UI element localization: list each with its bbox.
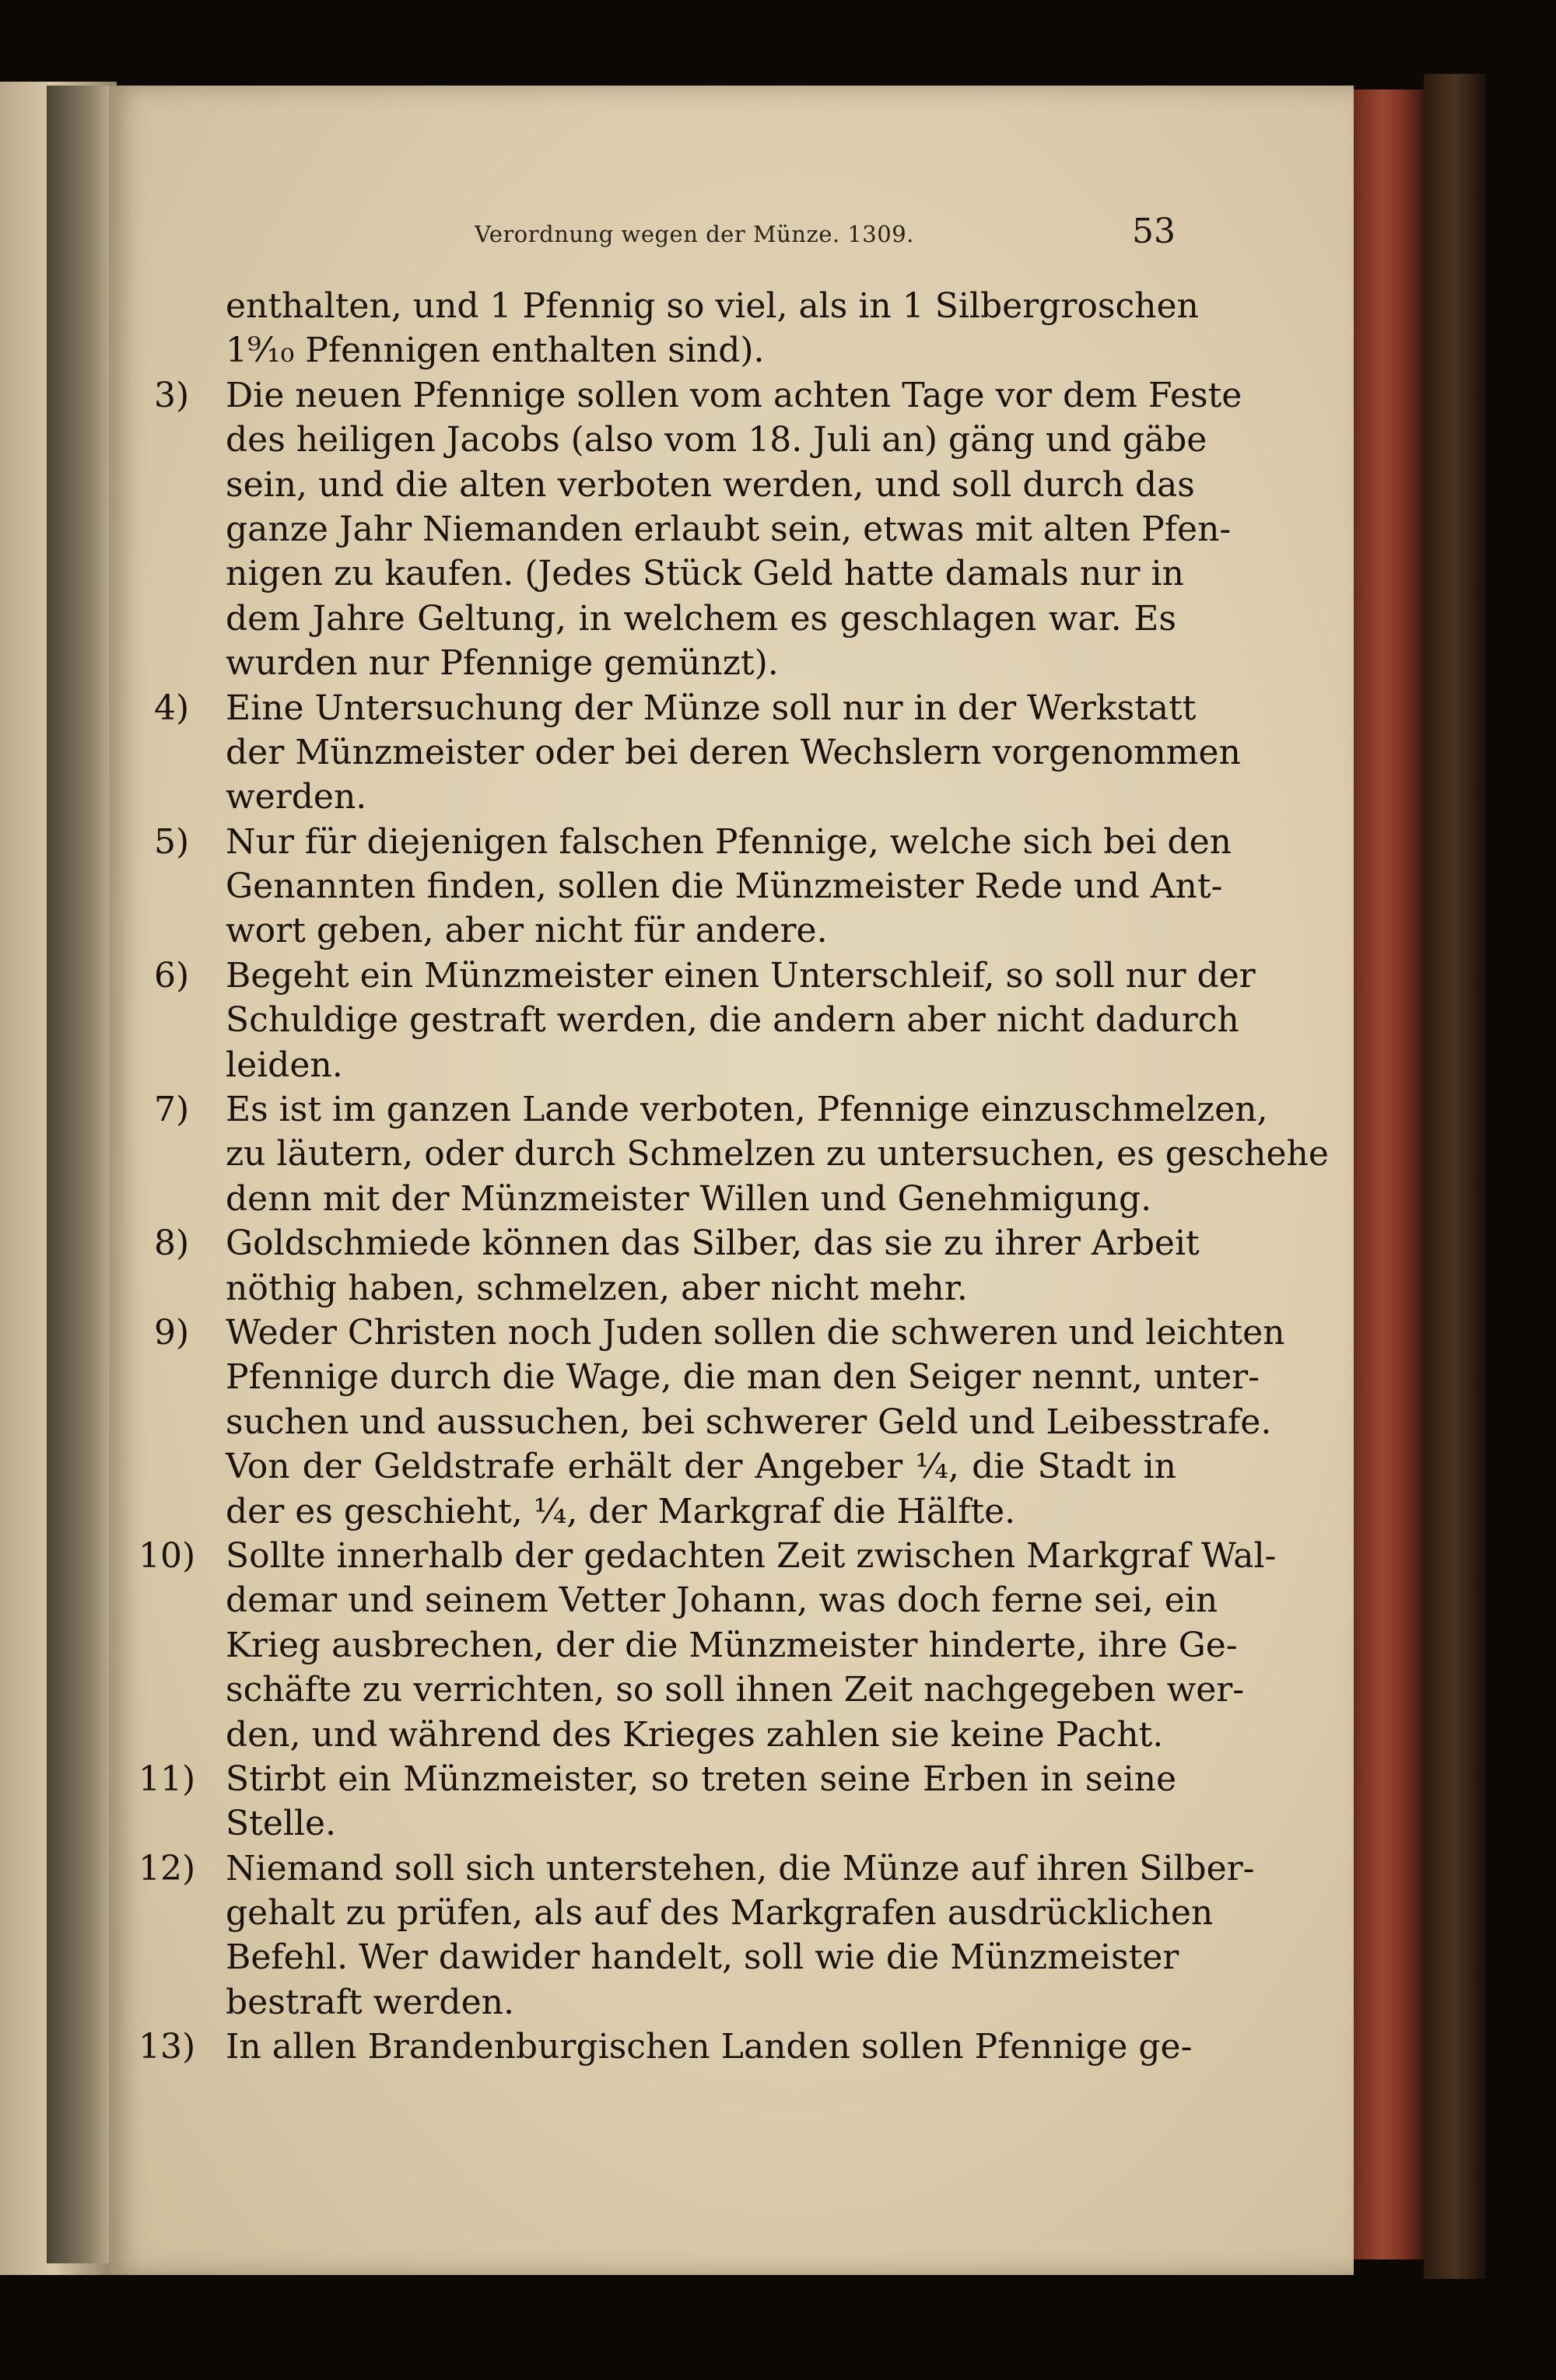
text-line	[226, 1489, 1176, 1534]
line-text: des heiligen Jacobs (also vom 18. Juli an) gäng und gäbe	[226, 420, 1207, 460]
line-text: sein, und die alten verboten werden, und soll durch das	[226, 464, 1195, 505]
text-line	[226, 641, 1176, 685]
text-line	[154, 820, 1232, 864]
text-line	[138, 1757, 1176, 1801]
text-line	[226, 1801, 1176, 1846]
text-line	[154, 686, 1197, 730]
line-text: den, und während des Krieges zahlen sie keine Pacht.	[226, 1714, 1164, 1755]
line-text: schäfte zu verrichten, so soll ihnen Zeit nachgegeben wer-	[226, 1670, 1245, 1710]
line-text: suchen und aussuchen, bei schwerer Geld und Leibesstrafe.	[226, 1402, 1272, 1442]
text-line	[226, 1578, 1218, 1622]
line-text: der es geschieht, ¼, der Markgraf die Hälfte.	[226, 1491, 1016, 1531]
text-line	[226, 1668, 1245, 1712]
line-text: dem Jahre Geltung, in welchem es geschlagen war. Es	[226, 598, 1176, 639]
text-line	[226, 775, 1176, 819]
line-text: Goldschmiede können das Silber, das sie zu ihrer Arbeit	[226, 1223, 1200, 1264]
text-line	[226, 1043, 1176, 1087]
item-number: 8)	[154, 1223, 190, 1264]
book-cover	[1424, 74, 1486, 2279]
line-text: der Münzmeister oder bei deren Wechslern vorgenommen	[226, 732, 1241, 772]
text-line	[138, 1846, 1255, 1891]
text-line	[226, 1177, 1176, 1221]
text-line	[154, 1221, 1200, 1265]
text-line	[226, 1623, 1238, 1668]
line-text: Stirbt ein Münzmeister, so treten seine Erben in seine	[226, 1759, 1176, 1799]
line-text: zu läutern, oder durch Schmelzen zu untersuchen, es geschehe	[226, 1134, 1329, 1174]
text-line	[138, 2025, 1193, 2069]
text-line	[138, 1534, 1277, 1578]
text-line	[226, 730, 1241, 775]
line-text: wort geben, aber nicht für andere.	[226, 911, 828, 951]
line-text: Begeht ein Münzmeister einen Unterschleif, so soll nur der	[226, 955, 1256, 996]
item-number: 12)	[138, 1848, 196, 1888]
line-text: Sollte innerhalb der gedachten Zeit zwischen Markgraf Wal-	[226, 1535, 1277, 1576]
text-line	[226, 418, 1207, 462]
item-number: 3)	[154, 375, 190, 415]
item-number: 5)	[154, 821, 190, 862]
text-line	[226, 1713, 1176, 1757]
running-title: Verordnung wegen der Münze. 1309.	[475, 221, 914, 247]
line-text: ganze Jahr Niemanden erlaubt sein, etwas mit alten Pfen-	[226, 509, 1232, 549]
text-line	[226, 1891, 1214, 1935]
line-text: Die neuen Pfennige sollen vom achten Tage vor dem Feste	[226, 375, 1242, 415]
text-line	[226, 328, 1176, 373]
page-number: 53	[1132, 212, 1176, 251]
line-text: demar und seinem Vetter Johann, was doch ferne sei, ein	[226, 1580, 1218, 1621]
page-edges-red	[1354, 89, 1424, 2259]
item-number: 9)	[154, 1312, 190, 1353]
text-line	[226, 551, 1184, 596]
line-text: gehalt zu prüfen, als auf des Markgrafen ausdrücklichen	[226, 1893, 1214, 1934]
text-line	[154, 954, 1256, 998]
body-text	[138, 284, 1329, 2070]
line-text: Genannten finden, sollen die Münzmeister Rede und Ant-	[226, 866, 1223, 907]
line-text: Weder Christen noch Juden sollen die schweren und leichten	[226, 1312, 1285, 1353]
text-line	[226, 1132, 1329, 1176]
book-gutter	[47, 86, 117, 2263]
line-text: wurden nur Pfennige gemünzt).	[226, 643, 779, 684]
line-text: 1⁹⁄₁₀ Pfennigen enthalten sind).	[226, 331, 765, 371]
item-number: 10)	[138, 1535, 196, 1576]
text-line	[226, 1444, 1176, 1489]
line-text: Krieg ausbrechen, der die Münzmeister hinderte, ihre Ge-	[226, 1625, 1238, 1665]
line-text: denn mit der Münzmeister Willen und Genehmigung.	[226, 1178, 1152, 1219]
line-text: Befehl. Wer dawider handelt, soll wie die Münzmeister	[226, 1937, 1179, 1978]
line-text: Nur für diejenigen falschen Pfennige, welche sich bei den	[226, 821, 1232, 862]
text-line	[226, 507, 1232, 551]
text-line	[226, 1400, 1272, 1444]
line-text: enthalten, und 1 Pfennig so viel, als in 1 Silbergroschen	[226, 286, 1199, 326]
text-line	[154, 373, 1242, 418]
line-text: Niemand soll sich unterstehen, die Münze auf ihren Silber-	[226, 1848, 1255, 1888]
text-line	[226, 864, 1223, 908]
text-line	[226, 908, 1176, 953]
text-line	[154, 1087, 1268, 1132]
text-line	[154, 1311, 1285, 1355]
line-text: Von der Geldstrafe erhält der Angeber ¼, die Stadt in	[226, 1447, 1176, 1487]
line-text: Eine Untersuchung der Münze soll nur in der Werkstatt	[226, 688, 1197, 728]
item-number: 11)	[138, 1759, 196, 1799]
line-text: nigen zu kaufen. (Jedes Stück Geld hatte damals nur in	[226, 554, 1184, 594]
running-header	[109, 212, 1354, 258]
text-line	[226, 1355, 1260, 1399]
line-text: bestraft werden.	[226, 1982, 514, 2022]
line-text: leiden.	[226, 1045, 343, 1085]
line-text: nöthig haben, schmelzen, aber nicht mehr.	[226, 1268, 968, 1308]
text-line	[226, 1266, 1176, 1311]
item-number: 4)	[154, 688, 190, 728]
line-text: werden.	[226, 777, 367, 817]
line-text: Pfennige durch die Wage, die man den Seiger nennt, unter-	[226, 1357, 1260, 1398]
line-text: Schuldige gestraft werden, die andern aber nicht dadurch	[226, 1000, 1239, 1041]
item-number: 13)	[138, 2027, 196, 2067]
line-text: In allen Brandenburgischen Landen sollen Pfennige ge-	[226, 2027, 1193, 2067]
text-line	[226, 597, 1176, 641]
item-number: 6)	[154, 955, 190, 996]
text-line	[226, 1935, 1179, 1979]
text-line	[226, 463, 1195, 507]
text-line	[226, 998, 1239, 1042]
item-number: 7)	[154, 1090, 190, 1130]
line-text: Stelle.	[226, 1804, 337, 1844]
line-text: Es ist im ganzen Lande verboten, Pfennige einzuschmelzen,	[226, 1090, 1268, 1130]
text-line	[226, 1980, 1176, 2025]
text-line	[226, 284, 1199, 328]
